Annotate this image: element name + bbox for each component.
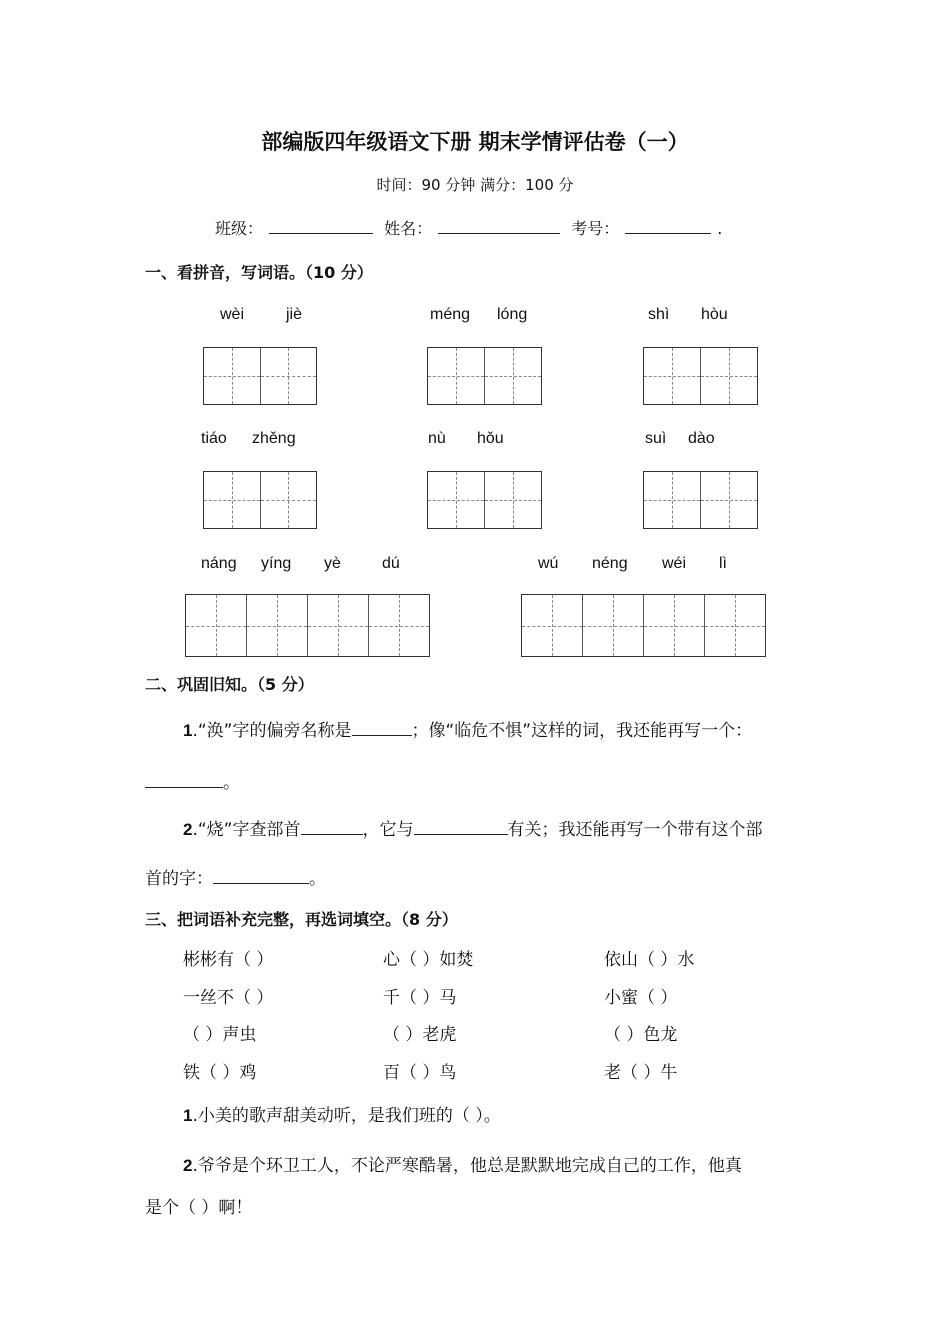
answer-blank[interactable] xyxy=(213,867,309,884)
pinyin-2-2: lóng xyxy=(497,306,528,323)
pinyin-7-3: yè xyxy=(324,555,341,572)
idiom-fill[interactable]: 铁（ ）鸡 xyxy=(183,1063,257,1083)
section2-q2 xyxy=(183,815,763,840)
pinyin-1-1: wèi xyxy=(220,306,245,323)
q-text: 。 xyxy=(223,773,240,793)
pinyin-8-3: wéi xyxy=(662,555,687,572)
id-blank[interactable] xyxy=(625,219,711,234)
pinyin-4-2: zhěng xyxy=(252,430,296,447)
pinyin-7-2: yíng xyxy=(261,555,292,572)
writing-grid-1[interactable] xyxy=(203,347,317,405)
pinyin-1-2: jiè xyxy=(286,306,303,323)
exam-meta: 时间：90 分钟 满分：100 分 xyxy=(376,176,574,194)
writing-grid-3[interactable] xyxy=(643,347,758,405)
page-title: 部编版四年级语文下册 期末学情评估卷（一） xyxy=(261,130,689,154)
answer-blank[interactable] xyxy=(414,818,508,835)
q-number: 2 xyxy=(183,820,193,839)
idiom-fill[interactable]: 心（ ）如焚 xyxy=(383,950,474,970)
q-number: 2 xyxy=(183,1156,193,1175)
q-text: ；像“临危不惧”这样的词，我还能再写一个： xyxy=(411,721,753,741)
q-text: 首的字： xyxy=(145,869,213,889)
name-blank[interactable] xyxy=(438,219,560,234)
q-text: 有关；我还能再写一个带有这个部 xyxy=(507,820,763,840)
idiom-fill[interactable]: 老（ ）牛 xyxy=(604,1063,678,1083)
section3-q2-line2[interactable]: 是个（ ）啊！ xyxy=(145,1198,253,1218)
pinyin-6-1: suì xyxy=(645,430,667,447)
pinyin-8-4: lì xyxy=(719,555,727,572)
pinyin-4-1: tiáo xyxy=(201,430,227,447)
idiom-fill[interactable]: 彬彬有（ ） xyxy=(183,950,274,970)
section3-q1 xyxy=(183,1101,501,1126)
idiom-fill[interactable]: 一丝不（ ） xyxy=(183,988,274,1008)
answer-blank[interactable] xyxy=(145,771,223,788)
pinyin-8-2: néng xyxy=(592,555,628,572)
pinyin-3-1: shì xyxy=(648,306,670,323)
answer-blank[interactable] xyxy=(352,719,412,736)
writing-grid-4[interactable] xyxy=(203,471,317,529)
writing-grid-7[interactable] xyxy=(185,594,430,657)
section2-q1-line2 xyxy=(145,768,240,793)
pinyin-6-2: dào xyxy=(688,430,715,447)
idiom-fill[interactable]: （ ）色龙 xyxy=(604,1025,678,1045)
student-info xyxy=(215,216,722,239)
q-text: .“烧”字查部首 xyxy=(192,820,301,840)
q-number: 1 xyxy=(183,721,193,740)
pinyin-2-1: méng xyxy=(430,306,471,323)
writing-grid-6[interactable] xyxy=(643,471,758,529)
class-label: 班级： xyxy=(215,219,264,238)
pinyin-7-1: náng xyxy=(201,555,237,572)
section2-q2-line2 xyxy=(145,864,326,889)
writing-grid-2[interactable] xyxy=(427,347,542,405)
q-text: .“涣”字的偏旁名称是 xyxy=(192,721,352,741)
writing-grid-8[interactable] xyxy=(521,594,766,657)
pinyin-8-1: wú xyxy=(538,555,559,572)
writing-grid-5[interactable] xyxy=(427,471,542,529)
name-label: 姓名： xyxy=(384,219,433,238)
idiom-fill[interactable]: 小蜜（ ） xyxy=(604,988,678,1008)
q-text: 。 xyxy=(309,869,326,889)
pinyin-5-1: nù xyxy=(428,430,446,447)
idiom-fill[interactable]: 依山（ ）水 xyxy=(604,950,695,970)
q-text: ，它与 xyxy=(362,820,414,840)
id-label: 考号： xyxy=(571,219,620,238)
info-end: . xyxy=(717,219,723,238)
answer-blank[interactable] xyxy=(301,818,363,835)
section2-heading: 二、巩固旧知。（5 分） xyxy=(145,675,314,694)
section3-heading: 三、把词语补充完整，再选词填空。（8 分） xyxy=(145,910,458,929)
pinyin-7-4: dú xyxy=(382,555,400,572)
idiom-fill[interactable]: （ ）老虎 xyxy=(383,1025,457,1045)
idiom-fill[interactable]: 百（ ）鸟 xyxy=(383,1063,457,1083)
class-blank[interactable] xyxy=(269,219,373,234)
section3-q2 xyxy=(183,1151,742,1176)
idiom-fill[interactable]: （ ）声虫 xyxy=(183,1025,257,1045)
section1-heading: 一、看拼音，写词语。（10 分） xyxy=(145,263,373,282)
q-text: .爷爷是个环卫工人，不论严寒酷暑，他总是默默地完成自己的工作，他真 xyxy=(192,1156,742,1176)
idiom-fill[interactable]: 千（ ）马 xyxy=(383,988,457,1008)
q-number: 1 xyxy=(183,1106,193,1125)
q-text[interactable]: .小美的歌声甜美动听，是我们班的（ ）。 xyxy=(192,1106,501,1126)
section2-q1 xyxy=(183,716,752,741)
pinyin-3-2: hòu xyxy=(701,306,728,323)
pinyin-5-2: hǒu xyxy=(477,430,504,447)
